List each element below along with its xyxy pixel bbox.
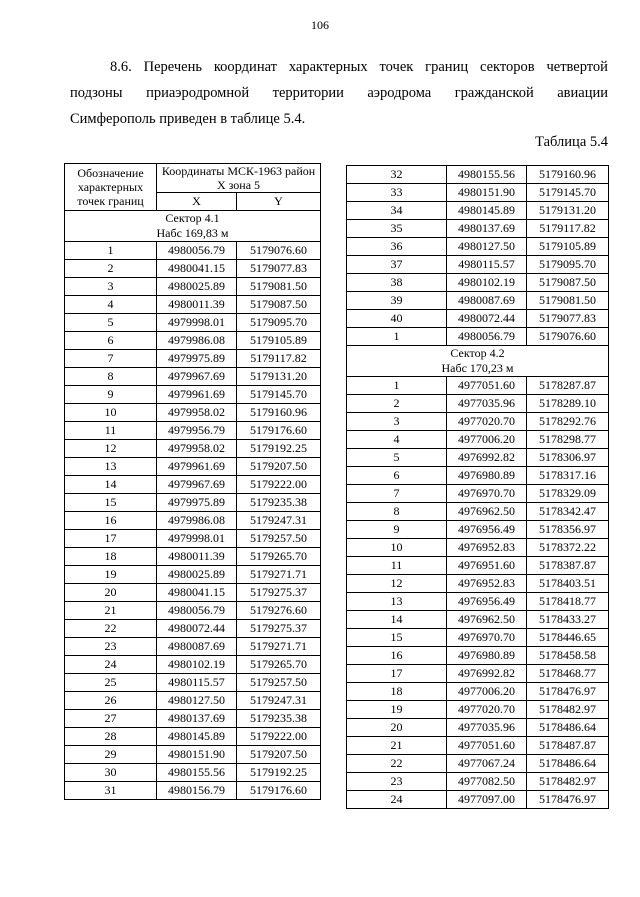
y-coordinate-cell: 5178487.87: [527, 737, 609, 755]
table-row: [347, 256, 609, 274]
point-number-cell: 23: [65, 638, 157, 656]
intro-word: подзоны: [70, 85, 123, 101]
point-number-cell: 38: [347, 274, 447, 292]
x-coordinate-cell: 4979958.02: [157, 440, 237, 458]
point-number-cell: 22: [347, 755, 447, 773]
table-row: [347, 575, 609, 593]
intro-word: приаэродромной: [146, 85, 250, 101]
x-coordinate-cell: 4976970.70: [447, 485, 527, 503]
point-number-cell: 35: [347, 220, 447, 238]
table-row: [65, 296, 321, 314]
coordinates-header: Координаты МСК-1963 район X зона 5: [157, 164, 321, 193]
y-coordinate-cell: 5178482.97: [527, 773, 609, 791]
intro-word: авиации: [557, 85, 608, 101]
x-coordinate-cell: 4976951.60: [447, 557, 527, 575]
x-coordinate-cell: 4979967.69: [157, 368, 237, 386]
intro-word: координат: [213, 59, 277, 75]
y-coordinate-cell: 5179235.38: [237, 710, 321, 728]
point-number-cell: 15: [347, 629, 447, 647]
intro-line: [70, 106, 608, 132]
x-coordinate-cell: 4979961.69: [157, 386, 237, 404]
intro-word: секторов: [479, 59, 535, 75]
intro-paragraph: [70, 54, 608, 132]
point-number-cell: 12: [347, 575, 447, 593]
y-coordinate-cell: 5179131.20: [237, 368, 321, 386]
point-number-cell: 5: [65, 314, 157, 332]
point-number-cell: 2: [347, 395, 447, 413]
y-coordinate-cell: 5179081.50: [237, 278, 321, 296]
point-number-cell: 16: [65, 512, 157, 530]
x-header: X: [157, 193, 237, 211]
point-number-cell: 25: [65, 674, 157, 692]
x-coordinate-cell: 4977035.96: [447, 395, 527, 413]
y-coordinate-cell: 5179087.50: [527, 274, 609, 292]
table-row: [347, 665, 609, 683]
table-row: [347, 377, 609, 395]
y-coordinate-cell: 5178289.10: [527, 395, 609, 413]
point-number-cell: 19: [347, 701, 447, 719]
intro-word: Симферополь приведен в таблице 5.4.: [70, 111, 306, 127]
sector-name: Сектор 4.2: [450, 346, 505, 360]
y-coordinate-cell: 5179076.60: [237, 242, 321, 260]
y-coordinate-cell: 5179276.60: [237, 602, 321, 620]
x-coordinate-cell: 4977006.20: [447, 431, 527, 449]
table-row: [347, 292, 609, 310]
sector-cell: [347, 346, 609, 377]
y-coordinate-cell: 5179271.71: [237, 566, 321, 584]
point-number-cell: 17: [65, 530, 157, 548]
table-row: [347, 395, 609, 413]
table-row: [347, 467, 609, 485]
table-row: [65, 278, 321, 296]
point-number-cell: 15: [65, 494, 157, 512]
intro-line: [70, 80, 608, 106]
x-coordinate-cell: 4979958.02: [157, 404, 237, 422]
x-coordinate-cell: 4976956.49: [447, 521, 527, 539]
x-coordinate-cell: 4980151.90: [157, 746, 237, 764]
sector-height: Набс 169,83 м: [156, 226, 229, 240]
table-row: [347, 310, 609, 328]
y-coordinate-cell: 5178486.64: [527, 719, 609, 737]
table-row: [65, 314, 321, 332]
x-coordinate-cell: 4977051.60: [447, 377, 527, 395]
table-row: [347, 202, 609, 220]
table-row: [65, 692, 321, 710]
point-number-cell: 14: [347, 611, 447, 629]
y-coordinate-cell: 5179257.50: [237, 530, 321, 548]
intro-word: гражданской: [454, 85, 534, 101]
table-row: [347, 521, 609, 539]
point-number-cell: 12: [65, 440, 157, 458]
x-coordinate-cell: 4980102.19: [157, 656, 237, 674]
table-row: [347, 755, 609, 773]
point-number-cell: 18: [65, 548, 157, 566]
point-number-cell: 9: [347, 521, 447, 539]
coordinates-table-left: [64, 163, 321, 800]
x-coordinate-cell: 4980011.39: [157, 548, 237, 566]
x-coordinate-cell: 4980102.19: [447, 274, 527, 292]
y-coordinate-cell: 5178468.77: [527, 665, 609, 683]
y-coordinate-cell: 5178476.97: [527, 791, 609, 809]
table-row: [65, 584, 321, 602]
table-row: [65, 368, 321, 386]
x-coordinate-cell: 4977082.50: [447, 773, 527, 791]
y-coordinate-cell: 5178486.64: [527, 755, 609, 773]
y-coordinate-cell: 5179275.37: [237, 584, 321, 602]
table-row: [347, 449, 609, 467]
table-row: [65, 710, 321, 728]
y-coordinate-cell: 5179076.60: [527, 328, 609, 346]
table-row: [65, 332, 321, 350]
table-row: [65, 638, 321, 656]
table-row: [65, 476, 321, 494]
x-coordinate-cell: 4980011.39: [157, 296, 237, 314]
sector-name: Сектор 4.1: [165, 211, 220, 225]
y-coordinate-cell: 5179192.25: [237, 440, 321, 458]
table-row: [347, 737, 609, 755]
x-coordinate-cell: 4979975.89: [157, 494, 237, 512]
table-row: [65, 782, 321, 800]
y-coordinate-cell: 5179271.71: [237, 638, 321, 656]
point-number-cell: 29: [65, 746, 157, 764]
x-coordinate-cell: 4976952.83: [447, 539, 527, 557]
x-coordinate-cell: 4980087.69: [157, 638, 237, 656]
table-row: [65, 674, 321, 692]
point-number-cell: 24: [65, 656, 157, 674]
x-coordinate-cell: 4980041.15: [157, 260, 237, 278]
x-coordinate-cell: 4976962.50: [447, 503, 527, 521]
y-coordinate-cell: 5179222.00: [237, 728, 321, 746]
point-number-cell: 1: [65, 242, 157, 260]
x-coordinate-cell: 4980155.56: [447, 166, 527, 184]
y-coordinate-cell: 5179105.89: [237, 332, 321, 350]
x-coordinate-cell: 4980127.50: [447, 238, 527, 256]
x-coordinate-cell: 4980041.15: [157, 584, 237, 602]
y-coordinate-cell: 5179222.00: [237, 476, 321, 494]
point-number-cell: 24: [347, 791, 447, 809]
x-coordinate-cell: 4980025.89: [157, 278, 237, 296]
table-row: [347, 184, 609, 202]
y-coordinate-cell: 5179257.50: [237, 674, 321, 692]
y-coordinate-cell: 5178317.16: [527, 467, 609, 485]
table-row: [65, 512, 321, 530]
y-header: Y: [237, 193, 321, 211]
y-coordinate-cell: 5179247.31: [237, 692, 321, 710]
x-coordinate-cell: 4980151.90: [447, 184, 527, 202]
table-row: [347, 166, 609, 184]
point-number-cell: 20: [347, 719, 447, 737]
table-row: [347, 701, 609, 719]
table-row: [65, 440, 321, 458]
x-coordinate-cell: 4980087.69: [447, 292, 527, 310]
x-coordinate-cell: 4979975.89: [157, 350, 237, 368]
y-coordinate-cell: 5178476.97: [527, 683, 609, 701]
y-coordinate-cell: 5179077.83: [237, 260, 321, 278]
y-coordinate-cell: 5178372.22: [527, 539, 609, 557]
x-coordinate-cell: 4980115.57: [447, 256, 527, 274]
intro-word: территории: [272, 85, 344, 101]
point-number-cell: 19: [65, 566, 157, 584]
designation-header: Обозначение характерных точек границ: [65, 164, 157, 211]
x-coordinate-cell: 4980072.44: [157, 620, 237, 638]
y-coordinate-cell: 5178292.76: [527, 413, 609, 431]
y-coordinate-cell: 5179160.96: [527, 166, 609, 184]
y-coordinate-cell: 5178403.51: [527, 575, 609, 593]
point-number-cell: 13: [347, 593, 447, 611]
table-caption: Таблица 5.4: [535, 134, 608, 150]
x-coordinate-cell: 4980072.44: [447, 310, 527, 328]
x-coordinate-cell: 4976992.82: [447, 449, 527, 467]
point-number-cell: 11: [65, 422, 157, 440]
x-coordinate-cell: 4979998.01: [157, 530, 237, 548]
point-number-cell: 4: [65, 296, 157, 314]
y-coordinate-cell: 5178482.97: [527, 701, 609, 719]
y-coordinate-cell: 5179176.60: [237, 782, 321, 800]
x-coordinate-cell: 4979986.08: [157, 332, 237, 350]
y-coordinate-cell: 5178329.09: [527, 485, 609, 503]
point-number-cell: 14: [65, 476, 157, 494]
point-number-cell: 10: [347, 539, 447, 557]
sector-row: [347, 346, 609, 377]
table-row: [65, 728, 321, 746]
table-row: [347, 485, 609, 503]
table-row: [347, 647, 609, 665]
intro-word: Перечень: [143, 59, 202, 75]
y-coordinate-cell: 5179160.96: [237, 404, 321, 422]
x-coordinate-cell: 4979998.01: [157, 314, 237, 332]
y-coordinate-cell: 5178458.58: [527, 647, 609, 665]
point-number-cell: 20: [65, 584, 157, 602]
point-number-cell: 11: [347, 557, 447, 575]
x-coordinate-cell: 4977020.70: [447, 701, 527, 719]
y-coordinate-cell: 5179265.70: [237, 548, 321, 566]
y-coordinate-cell: 5179087.50: [237, 296, 321, 314]
intro-word: характерных: [288, 59, 368, 75]
sector-height: Набс 170,23 м: [441, 361, 514, 375]
y-coordinate-cell: 5179117.82: [527, 220, 609, 238]
x-coordinate-cell: 4977097.00: [447, 791, 527, 809]
point-number-cell: 16: [347, 647, 447, 665]
x-coordinate-cell: 4980137.69: [447, 220, 527, 238]
table-row: [65, 602, 321, 620]
point-number-cell: 8: [347, 503, 447, 521]
y-coordinate-cell: 5179081.50: [527, 292, 609, 310]
table-row: [347, 431, 609, 449]
x-coordinate-cell: 4977051.60: [447, 737, 527, 755]
y-coordinate-cell: 5179247.31: [237, 512, 321, 530]
table-row: [65, 350, 321, 368]
point-number-cell: 22: [65, 620, 157, 638]
point-number-cell: 9: [65, 386, 157, 404]
point-number-cell: 28: [65, 728, 157, 746]
y-coordinate-cell: 5178433.27: [527, 611, 609, 629]
y-coordinate-cell: 5178387.87: [527, 557, 609, 575]
y-coordinate-cell: 5179207.50: [237, 746, 321, 764]
y-coordinate-cell: 5178418.77: [527, 593, 609, 611]
table-row: [347, 611, 609, 629]
point-number-cell: 7: [347, 485, 447, 503]
point-number-cell: 37: [347, 256, 447, 274]
intro-line: [70, 54, 608, 80]
point-number-cell: 3: [347, 413, 447, 431]
x-coordinate-cell: 4977067.24: [447, 755, 527, 773]
table-row: [65, 530, 321, 548]
y-coordinate-cell: 5178298.77: [527, 431, 609, 449]
table-row: [65, 242, 321, 260]
table-row: [347, 220, 609, 238]
point-number-cell: 18: [347, 683, 447, 701]
x-coordinate-cell: 4980156.79: [157, 782, 237, 800]
sector-row: [65, 211, 321, 242]
point-number-cell: 17: [347, 665, 447, 683]
table-row: [65, 494, 321, 512]
table-row: [65, 620, 321, 638]
y-coordinate-cell: 5179192.25: [237, 764, 321, 782]
point-number-cell: 13: [65, 458, 157, 476]
x-coordinate-cell: 4980145.89: [447, 202, 527, 220]
point-number-cell: 21: [347, 737, 447, 755]
x-coordinate-cell: 4980056.79: [157, 242, 237, 260]
y-coordinate-cell: 5179176.60: [237, 422, 321, 440]
y-coordinate-cell: 5179105.89: [527, 238, 609, 256]
x-coordinate-cell: 4979967.69: [157, 476, 237, 494]
intro-word: 8.6.: [110, 59, 132, 75]
point-number-cell: 6: [65, 332, 157, 350]
page-number: 106: [311, 18, 329, 32]
point-number-cell: 3: [65, 278, 157, 296]
y-coordinate-cell: 5179145.70: [237, 386, 321, 404]
intro-word: точек: [379, 59, 414, 75]
table-row: [347, 238, 609, 256]
y-coordinate-cell: 5179095.70: [237, 314, 321, 332]
x-coordinate-cell: 4980155.56: [157, 764, 237, 782]
coordinates-table-right: [346, 165, 609, 809]
y-coordinate-cell: 5178287.87: [527, 377, 609, 395]
table-row: [347, 683, 609, 701]
table-row: [65, 656, 321, 674]
x-coordinate-cell: 4980056.79: [447, 328, 527, 346]
x-coordinate-cell: 4980025.89: [157, 566, 237, 584]
x-coordinate-cell: 4976980.89: [447, 647, 527, 665]
table-row: [347, 503, 609, 521]
table-row: [65, 422, 321, 440]
x-coordinate-cell: 4980056.79: [157, 602, 237, 620]
x-coordinate-cell: 4980137.69: [157, 710, 237, 728]
x-coordinate-cell: 4977020.70: [447, 413, 527, 431]
x-coordinate-cell: 4976956.49: [447, 593, 527, 611]
point-number-cell: 2: [65, 260, 157, 278]
point-number-cell: 6: [347, 467, 447, 485]
point-number-cell: 1: [347, 377, 447, 395]
point-number-cell: 4: [347, 431, 447, 449]
y-coordinate-cell: 5178446.65: [527, 629, 609, 647]
table-row: [347, 539, 609, 557]
x-coordinate-cell: 4976980.89: [447, 467, 527, 485]
point-number-cell: 10: [65, 404, 157, 422]
y-coordinate-cell: 5178306.97: [527, 449, 609, 467]
x-coordinate-cell: 4979986.08: [157, 512, 237, 530]
y-coordinate-cell: 5179095.70: [527, 256, 609, 274]
x-coordinate-cell: 4976962.50: [447, 611, 527, 629]
point-number-cell: 39: [347, 292, 447, 310]
table-row: [347, 629, 609, 647]
point-number-cell: 36: [347, 238, 447, 256]
x-coordinate-cell: 4977006.20: [447, 683, 527, 701]
y-coordinate-cell: 5179207.50: [237, 458, 321, 476]
y-coordinate-cell: 5179077.83: [527, 310, 609, 328]
point-number-cell: 40: [347, 310, 447, 328]
x-coordinate-cell: 4980127.50: [157, 692, 237, 710]
x-coordinate-cell: 4979961.69: [157, 458, 237, 476]
point-number-cell: 1: [347, 328, 447, 346]
point-number-cell: 33: [347, 184, 447, 202]
intro-word: аэродрома: [367, 85, 432, 101]
y-coordinate-cell: 5178356.97: [527, 521, 609, 539]
table-row: [65, 260, 321, 278]
y-coordinate-cell: 5179265.70: [237, 656, 321, 674]
point-number-cell: 27: [65, 710, 157, 728]
table-row: [347, 274, 609, 292]
point-number-cell: 8: [65, 368, 157, 386]
table-row: [65, 404, 321, 422]
table-row: [65, 746, 321, 764]
point-number-cell: 32: [347, 166, 447, 184]
x-coordinate-cell: 4976952.83: [447, 575, 527, 593]
point-number-cell: 34: [347, 202, 447, 220]
table-row: [347, 791, 609, 809]
table-row: [347, 557, 609, 575]
table-row: [347, 328, 609, 346]
point-number-cell: 21: [65, 602, 157, 620]
x-coordinate-cell: 4979956.79: [157, 422, 237, 440]
x-coordinate-cell: 4977035.96: [447, 719, 527, 737]
sector-cell: [65, 211, 321, 242]
table-row: [65, 386, 321, 404]
point-number-cell: 7: [65, 350, 157, 368]
table-row: [65, 764, 321, 782]
intro-word: границ: [425, 59, 469, 75]
y-coordinate-cell: 5179131.20: [527, 202, 609, 220]
table-row: [65, 548, 321, 566]
x-coordinate-cell: 4976970.70: [447, 629, 527, 647]
point-number-cell: 30: [65, 764, 157, 782]
table-row: [347, 719, 609, 737]
x-coordinate-cell: 4980145.89: [157, 728, 237, 746]
y-coordinate-cell: 5178342.47: [527, 503, 609, 521]
y-coordinate-cell: 5179145.70: [527, 184, 609, 202]
point-number-cell: 31: [65, 782, 157, 800]
y-coordinate-cell: 5179275.37: [237, 620, 321, 638]
x-coordinate-cell: 4976992.82: [447, 665, 527, 683]
y-coordinate-cell: 5179235.38: [237, 494, 321, 512]
point-number-cell: 26: [65, 692, 157, 710]
table-row: [347, 593, 609, 611]
intro-word: четвертой: [546, 59, 608, 75]
table-row: [347, 773, 609, 791]
point-number-cell: 23: [347, 773, 447, 791]
table-row: [347, 413, 609, 431]
table-row: [65, 566, 321, 584]
y-coordinate-cell: 5179117.82: [237, 350, 321, 368]
x-coordinate-cell: 4980115.57: [157, 674, 237, 692]
table-row: [65, 458, 321, 476]
point-number-cell: 5: [347, 449, 447, 467]
